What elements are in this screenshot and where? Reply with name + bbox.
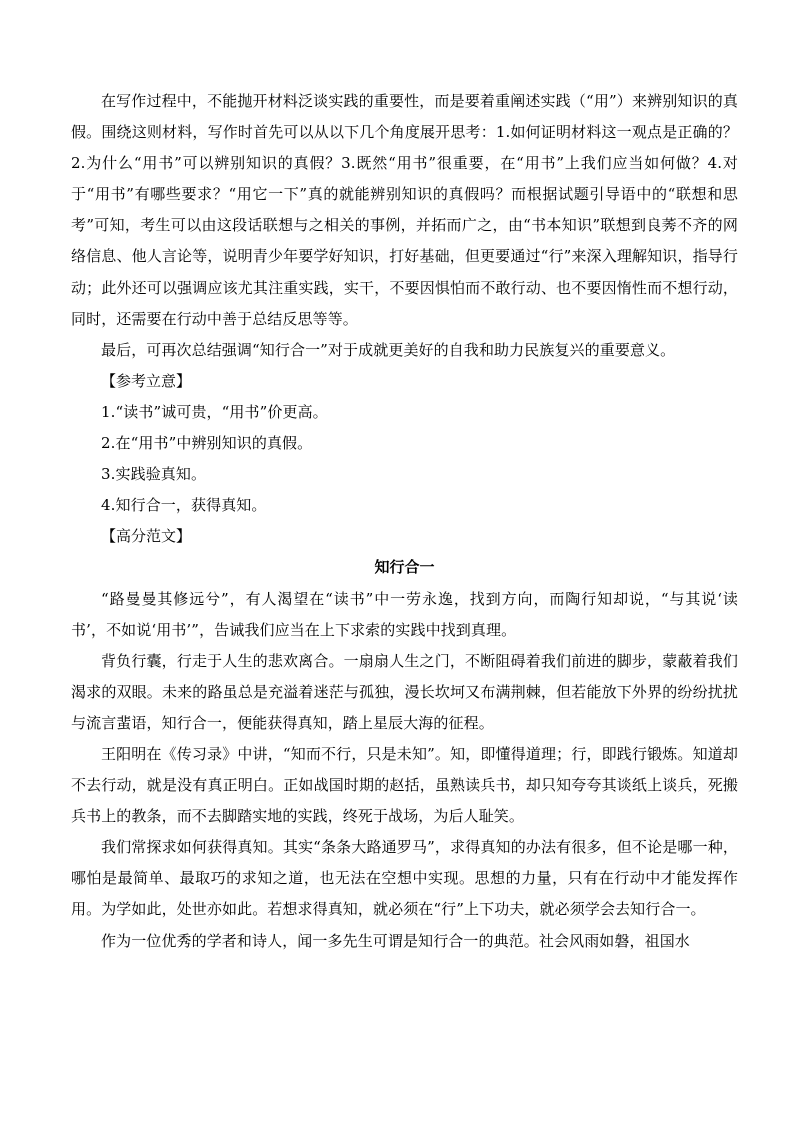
essay-heading: 【高分范文】 [101,527,192,546]
essay-title: 知行合一 [374,558,435,577]
essay-paragraph-2: 背负行囊，行走于人生的悲欢离合。一扇扇人生之门，不断阻碍着我们前进的脚步，蒙蔽着我们渴求的双眼。未来的路虽总是充溢着迷茫与孤独，漫长坎坷又布满荆棘，但若能放下外界的纷纷扰扰与流言蜚语，知行合一，便能获得真知，踏上星辰大海的征程。 [71,651,738,732]
reference-item-3: 3.实践验真知。 [101,465,207,484]
reference-item-1: 1.“读书”诚可贵，“用书”价更高。 [101,402,328,421]
reference-heading: 【参考立意】 [101,371,192,390]
reference-item-4: 4.知行合一，获得真知。 [101,496,267,515]
essay-paragraph-3: 王阳明在《传习录》中讲，“知而不行，只是未知”。知，即懂得道理；行，即践行锻炼。知道却不去行动，就是没有真正明白。正如战国时期的赵括，虽熟读兵书，却只知夸夸其谈纸上谈兵，死搬兵书上的教条，而不去脚踏实地的实践，终死于战场，为后人耻笑。 [71,744,738,826]
intro-paragraph-2: 最后，可再次总结强调“知行合一”对于成就更美好的自我和助力民族复兴的重要意义。 [101,340,676,359]
essay-paragraph-4: 我们常探求如何获得真知。其实“条条大路通罗马”，求得真知的办法有很多，但不论是哪一种，哪怕是最简单、最取巧的求知之道，也无法在空想中实现。思想的力量，只有在行动中才能发挥作用。为学如此，处世亦如此。若想求得真知，就必须在“行”上下功夫，就必须学会去知行合一。 [71,838,738,919]
essay-paragraph-5: 作为一位优秀的学者和诗人，闻一多先生可谓是知行合一的典范。社会风雨如磐，祖国水 [101,931,690,950]
reference-item-2: 2.在“用书”中辨别知识的真假。 [101,434,313,453]
essay-paragraph-1: “路曼曼其修远兮”，有人渴望在“读书”中一劳永逸，找到方向，而陶行知却说，“与其说‘读书’，不如说‘用书’”，告诫我们应当在上下求索的实践中找到真理。 [71,589,738,639]
document-page [71,86,738,957]
intro-paragraph-1: 在写作过程中，不能抛开材料泛谈实践的重要性，而是要着重阐述实践（“用”）来辨别知识的真假。围绕这则材料，写作时首先可以从以下几个角度展开思考：1.如何证明材料这一观点是正确的？2.为什么“用书”可以辨别知识的真假？3.既然“用书”很重要，在“用书”上我们应当如何做？4.对于“用书”有哪些要求？“用它一下”真的就能辨别知识的真假吗？而根据试题引导语中的“联想和思考”可知，考生可以由这段话联想与之相关的事例，并拓而广之，由“书本知识”联想到良莠不齐的网络信息、他人言论等，说明青少年要学好知识，打好基础，但更要通过“行”来深入理解知识，指导行动；此外还可以强调应该尤其注重实践，实干，不要因惧怕而不敢行动、也不要因惰性而不想行动，同时，还需要在行动中善于总结反思等等。 [71,92,738,328]
